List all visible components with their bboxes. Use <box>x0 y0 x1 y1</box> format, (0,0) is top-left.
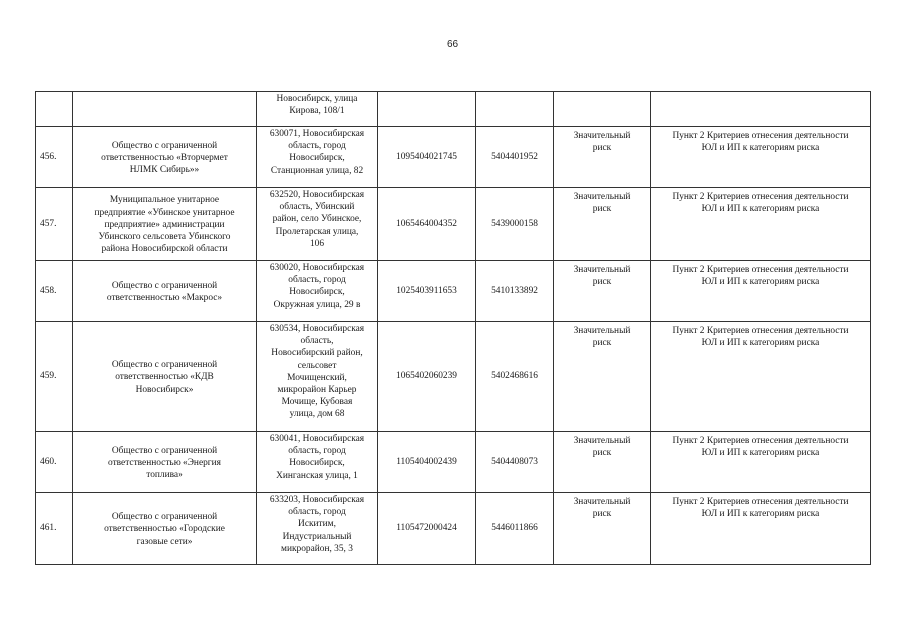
row-number: 456. <box>36 127 73 188</box>
table-row-continuation <box>36 92 871 127</box>
inn-value: 5410133892 <box>476 261 554 322</box>
risk-basis: Пункт 2 Критериев отнесения деятельности ЮЛ и ИП к категориям риска <box>651 322 871 432</box>
risk-category: Значительный риск <box>554 432 651 493</box>
row-number: 460. <box>36 432 73 493</box>
cell-name <box>73 92 257 127</box>
ogrn-value: 1095404021745 <box>378 127 476 188</box>
risk-category: Значительный риск <box>554 188 651 261</box>
risk-category: Значительный риск <box>554 493 651 565</box>
ogrn-value: 1105404002439 <box>378 432 476 493</box>
risk-category: Значительный риск <box>554 127 651 188</box>
cell-inn <box>476 92 554 127</box>
ogrn-value: 1065464004352 <box>378 188 476 261</box>
organization-name: Общество с ограниченной ответственностью «КДВ Новосибирск» <box>73 322 257 432</box>
inn-value: 5402468616 <box>476 322 554 432</box>
organization-name: Общество с ограниченной ответственностью «Вторчермет НЛМК Сибирь»» <box>73 127 257 188</box>
organization-address: 632520, Новосибирская область, Убинский район, село Убинское, Пролетарская улица, 106 <box>257 188 378 261</box>
risk-basis: Пункт 2 Критериев отнесения деятельности ЮЛ и ИП к категориям риска <box>651 188 871 261</box>
inn-value: 5404408073 <box>476 432 554 493</box>
cell-basis <box>651 92 871 127</box>
risk-basis: Пункт 2 Критериев отнесения деятельности ЮЛ и ИП к категориям риска <box>651 261 871 322</box>
cell-ogrn <box>378 92 476 127</box>
cell-address <box>257 92 378 127</box>
risk-registry-table <box>35 91 871 565</box>
organization-address: 633203, Новосибирская область, город Искитим, Индустриальный микрорайон, 35, 3 <box>257 493 378 565</box>
ogrn-value: 1105472000424 <box>378 493 476 565</box>
inn-value: 5439000158 <box>476 188 554 261</box>
ogrn-value: 1025403911653 <box>378 261 476 322</box>
organization-address: 630041, Новосибирская область, город Новосибирск, Хинганская улица, 1 <box>257 432 378 493</box>
row-number: 458. <box>36 261 73 322</box>
table-row <box>36 261 871 322</box>
organization-name: Общество с ограниченной ответственностью «Городские газовые сети» <box>73 493 257 565</box>
page-number: 66 <box>446 39 459 50</box>
organization-name: Муниципальное унитарное предприятие «Убинское унитарное предприятие» администрации Убинского сельсовета Убинского района Новосибирской области <box>73 188 257 261</box>
table-row <box>36 322 871 432</box>
table-row <box>36 188 871 261</box>
organization-name: Общество с ограниченной ответственностью «Энергия топлива» <box>73 432 257 493</box>
table-row <box>36 432 871 493</box>
risk-basis: Пункт 2 Критериев отнесения деятельности ЮЛ и ИП к категориям риска <box>651 493 871 565</box>
risk-category: Значительный риск <box>554 322 651 432</box>
ogrn-value: 1065402060239 <box>378 322 476 432</box>
organization-address: 630534, Новосибирская область, Новосибирский район, сельсовет Мочищенский, микрорайон Карьер Мочище, Кубовая улица, дом 68 <box>257 322 378 432</box>
risk-basis: Пункт 2 Критериев отнесения деятельности ЮЛ и ИП к категориям риска <box>651 127 871 188</box>
cell-num <box>36 92 73 127</box>
row-number: 459. <box>36 322 73 432</box>
inn-value: 5404401952 <box>476 127 554 188</box>
risk-basis: Пункт 2 Критериев отнесения деятельности ЮЛ и ИП к категориям риска <box>651 432 871 493</box>
table-row <box>36 127 871 188</box>
table-row <box>36 493 871 565</box>
row-number: 457. <box>36 188 73 261</box>
address-text: Новосибирск, улица Кирова, 108/1 <box>276 94 358 117</box>
cell-risk <box>554 92 651 127</box>
organization-name: Общество с ограниченной ответственностью «Макрос» <box>73 261 257 322</box>
organization-address: 630071, Новосибирская область, город Новосибирск, Станционная улица, 82 <box>257 127 378 188</box>
organization-address: 630020, Новосибирская область, город Новосибирск, Окружная улица, 29 в <box>257 261 378 322</box>
row-number: 461. <box>36 493 73 565</box>
inn-value: 5446011866 <box>476 493 554 565</box>
risk-category: Значительный риск <box>554 261 651 322</box>
